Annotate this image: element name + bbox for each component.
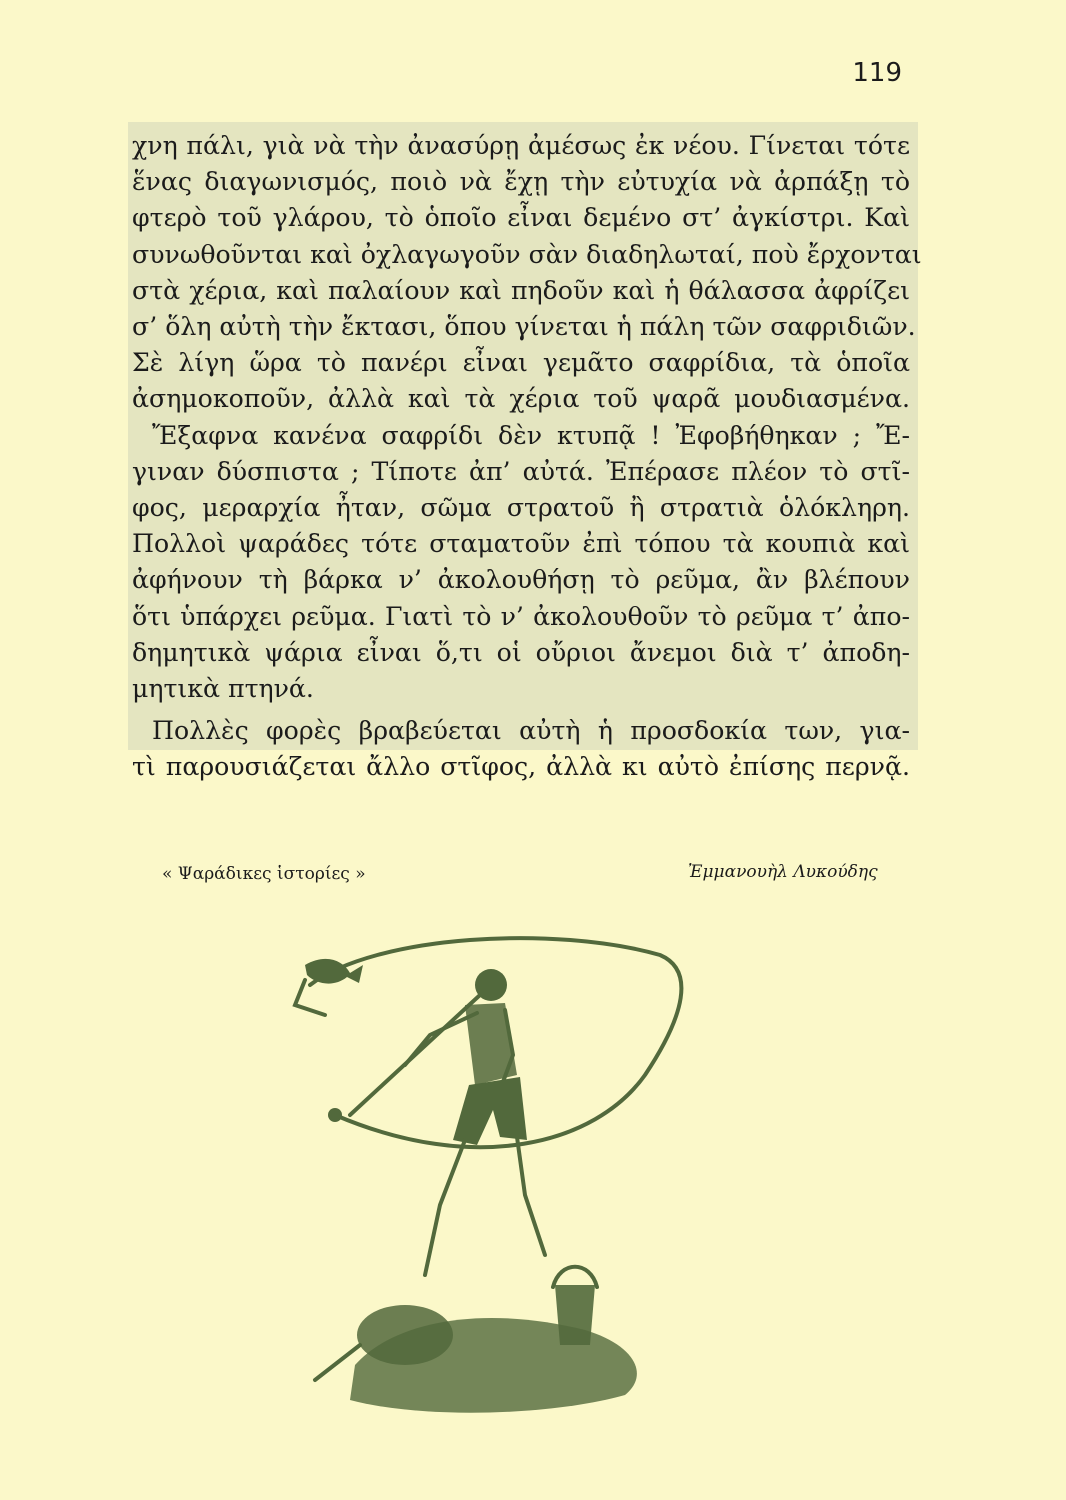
text-line: τὶ παρουσιάζεται ἄλλο στῖφος, ἀλλὰ κι αὐτὸ ἐπίσης περνᾷ. — [132, 752, 910, 782]
text-line: σ’ ὅλη αὐτὴ τὴν ἔκτασι, ὅπου γίνεται ἡ πάλη τῶν σαφριδιῶν. — [132, 312, 916, 342]
fisherman-shorts — [453, 1077, 527, 1145]
text-line: ἕνας διαγωνισμός, ποιὸ νὰ ἔχῃ τὴν εὐτυχία νὰ ἀρπάξῃ τὸ — [132, 167, 910, 197]
text-line: στὰ χέρια, καὶ παλαίουν καὶ πηδοῦν καὶ ἡ θάλασσα ἀφρίζει — [132, 275, 910, 305]
text-line: γιναν δύσπιστα ; Τίποτε ἀπ’ αὐτά. Ἐπέρασε πλέον τὸ στῖ- — [132, 456, 910, 486]
page-number: 119 — [852, 58, 902, 88]
text-line: ἀσημοκοποῦν, ἀλλὰ καὶ τὰ χέρια τοῦ ψαρᾶ μουδιασμένα. — [132, 384, 910, 414]
text-line: μητικὰ πτηνά. — [132, 674, 314, 704]
source-citation: « Ψαράδικες ἱστορίες » — [162, 864, 366, 884]
text-line: ὅτι ὑπάρχει ρεῦμα. Γιατὶ τὸ ν’ ἀκολουθοῦν τὸ ρεῦμα τ’ ἀπο- — [132, 601, 910, 631]
body-text — [132, 128, 922, 786]
text-line: Σὲ λίγη ὥρα τὸ πανέρι εἶναι γεμᾶτο σαφρίδια, τὰ ὁποῖα — [132, 348, 910, 378]
text-line: φτερὸ τοῦ γλάρου, τὸ ὁποῖο εἶναι δεμένο στ’ ἀγκίστρι. Καὶ — [132, 203, 910, 233]
text-line: Πολλοὶ ψαράδες τότε σταματοῦν ἐπὶ τόπου τὰ κουπιὰ καὶ — [132, 529, 910, 559]
text-line: φος, μεραρχία ἦταν, σῶμα στρατοῦ ἢ στρατιὰ ὁλόκληρη. — [132, 493, 910, 523]
author-name: Ἐμμανουὴλ Λυκούδης — [688, 862, 878, 882]
text-line: ἀφήνουν τὴ βάρκα ν’ ἀκολουθήσῃ τὸ ρεῦμα, ἂν βλέπουν — [132, 565, 910, 595]
text-line: δημητικὰ ψάρια εἶναι ὅ,τι οἱ οὔριοι ἄνεμοι διὰ τ’ ἀποδη- — [132, 637, 910, 667]
fisherman-head — [475, 969, 507, 1001]
text-line: Πολλὲς φορὲς βραβεύεται αὐτὴ ἡ προσδοκία των, για- — [152, 716, 910, 746]
fisherman-illustration — [255, 925, 715, 1485]
text-line: χνη πάλι, γιὰ νὰ τὴν ἀνασύρῃ ἀμέσως ἐκ νέου. Γίνεται τότε — [132, 131, 910, 160]
text-line: Ἔξαφνα κανένα σαφρίδι δὲν κτυπᾷ ! Ἐφοβήθηκαν ; Ἔ- — [152, 420, 910, 450]
text-line: συνωθοῦνται καὶ ὀχλαγωγοῦν σὰν διαδηλωταί, ποὺ ἔρχονται — [132, 239, 922, 269]
